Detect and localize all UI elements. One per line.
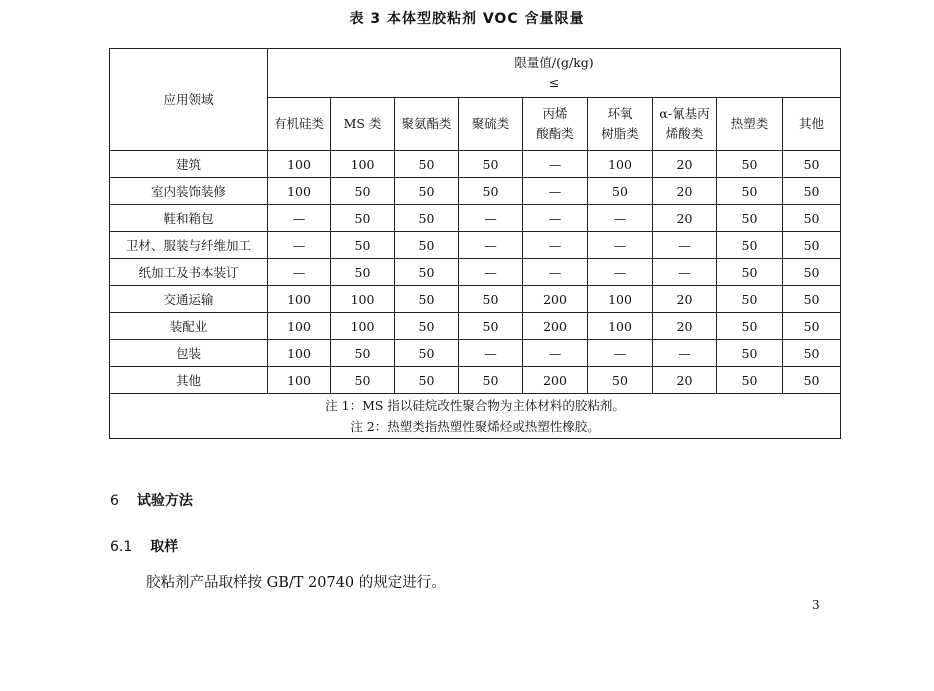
table-cell: 50 — [395, 232, 459, 259]
column-header: 有机硅类 — [268, 98, 331, 151]
table-cell: 50 — [395, 259, 459, 286]
table-cell: — — [523, 205, 588, 232]
table-cell: 20 — [653, 313, 717, 340]
table-cell: — — [268, 232, 331, 259]
table-cell: — — [523, 232, 588, 259]
table-row — [110, 313, 841, 340]
table-cell: 50 — [459, 367, 523, 394]
table-row — [110, 205, 841, 232]
note-2: 注 2：热塑类指热塑性聚烯烃或热塑性橡胶。 — [350, 419, 600, 434]
table-cell: 100 — [268, 178, 331, 205]
table-cell: 50 — [783, 367, 841, 394]
table-cell: 50 — [783, 340, 841, 367]
table-cell: 100 — [268, 313, 331, 340]
table-cell: — — [653, 232, 717, 259]
row-field: 室内装饰装修 — [110, 178, 268, 205]
table-cell: 200 — [523, 313, 588, 340]
limit-header-label: 限量值/(g/kg) — [514, 55, 594, 70]
voc-limit-table — [109, 48, 841, 439]
section-6-1-number: 6.1 — [110, 539, 133, 555]
table-row — [110, 367, 841, 394]
row-field: 鞋和箱包 — [110, 205, 268, 232]
table-row — [110, 232, 841, 259]
table-cell: — — [523, 259, 588, 286]
table-cell: 100 — [588, 286, 653, 313]
table-cell: 50 — [331, 205, 395, 232]
row-field: 包装 — [110, 340, 268, 367]
row-field: 纸加工及书本装订 — [110, 259, 268, 286]
table-cell: 50 — [783, 232, 841, 259]
section-6-1-title: 取样 — [150, 539, 179, 555]
sampling-paragraph: 胶粘剂产品取样按 GB/T 20740 的规定进行。 — [146, 575, 446, 591]
table-cell: — — [459, 259, 523, 286]
table-cell: 20 — [653, 367, 717, 394]
table-cell: 100 — [588, 313, 653, 340]
table-cell: 50 — [588, 367, 653, 394]
table-row — [110, 259, 841, 286]
limit-symbol: ≤ — [548, 75, 560, 90]
column-header: α-氰基丙 烯酸类 — [653, 98, 717, 151]
table-cell: 100 — [268, 151, 331, 178]
table-cell: 50 — [783, 151, 841, 178]
table-cell: 50 — [717, 313, 783, 340]
column-header: 聚氨酯类 — [395, 98, 459, 151]
table-cell: 50 — [783, 259, 841, 286]
row-field: 其他 — [110, 367, 268, 394]
table-cell: 100 — [268, 367, 331, 394]
table-cell: 50 — [395, 367, 459, 394]
table-cell: 100 — [331, 286, 395, 313]
section-6-title: 试验方法 — [136, 493, 193, 509]
table-cell: — — [459, 205, 523, 232]
column-header: MS 类 — [331, 98, 395, 151]
table-cell: — — [588, 340, 653, 367]
table-cell: 50 — [395, 151, 459, 178]
table-cell: 50 — [331, 367, 395, 394]
table-cell: 50 — [331, 232, 395, 259]
table-cell: 50 — [783, 205, 841, 232]
table-cell: — — [588, 232, 653, 259]
table-cell: 50 — [395, 205, 459, 232]
table-cell: — — [459, 232, 523, 259]
table-cell: — — [653, 340, 717, 367]
column-header: 热塑类 — [717, 98, 783, 151]
table-cell: 50 — [395, 313, 459, 340]
table-cell: — — [588, 205, 653, 232]
table-cell: 50 — [331, 340, 395, 367]
table-cell: 100 — [331, 151, 395, 178]
table-row — [110, 286, 841, 313]
column-header: 聚硫类 — [459, 98, 523, 151]
table-cell: 20 — [653, 286, 717, 313]
table-row — [110, 151, 841, 178]
table-cell: 50 — [717, 286, 783, 313]
column-header: 其他 — [783, 98, 841, 151]
row-field: 装配业 — [110, 313, 268, 340]
table-cell: 20 — [653, 151, 717, 178]
page-number: 3 — [812, 598, 820, 612]
table-cell: 20 — [653, 205, 717, 232]
table-cell: 100 — [588, 151, 653, 178]
table-cell: — — [653, 259, 717, 286]
table-cell: 200 — [523, 367, 588, 394]
table-cell: 200 — [523, 286, 588, 313]
table-cell: 50 — [717, 232, 783, 259]
table-cell: — — [523, 178, 588, 205]
table-cell: — — [459, 340, 523, 367]
table-cell: — — [523, 340, 588, 367]
column-header: 环氧 树脂类 — [588, 98, 653, 151]
table-cell: 50 — [459, 313, 523, 340]
section-6-heading — [110, 490, 193, 510]
table-cell: 50 — [717, 340, 783, 367]
table-row — [110, 340, 841, 367]
table-cell: 50 — [331, 259, 395, 286]
table-cell: 50 — [459, 178, 523, 205]
table-cell: 50 — [395, 178, 459, 205]
section-6-1-heading — [110, 536, 178, 556]
table-row — [110, 178, 841, 205]
table-cell: — — [268, 259, 331, 286]
table-cell: 50 — [459, 151, 523, 178]
section-6-number: 6 — [110, 493, 119, 509]
note-1: 注 1：MS 指以硅烷改性聚合物为主体材料的胶粘剂。 — [325, 398, 625, 413]
table-cell: — — [268, 205, 331, 232]
row-field: 建筑 — [110, 151, 268, 178]
table-cell: 50 — [395, 286, 459, 313]
table-cell: 100 — [268, 340, 331, 367]
table-body — [110, 151, 841, 394]
limit-header — [268, 49, 841, 98]
table-cell: 50 — [717, 367, 783, 394]
row-field: 交通运输 — [110, 286, 268, 313]
table-notes — [110, 394, 841, 439]
table-cell: — — [523, 151, 588, 178]
table-cell: 50 — [588, 178, 653, 205]
table-cell: 100 — [331, 313, 395, 340]
table-cell: 50 — [783, 178, 841, 205]
table-cell: 100 — [268, 286, 331, 313]
table-cell: — — [588, 259, 653, 286]
table-cell: 50 — [459, 286, 523, 313]
table-cell: 50 — [395, 340, 459, 367]
table-cell: 50 — [717, 205, 783, 232]
column-header: 丙烯 酸酯类 — [523, 98, 588, 151]
table-cell: 50 — [783, 286, 841, 313]
table-cell: 50 — [331, 178, 395, 205]
table-cell: 20 — [653, 178, 717, 205]
table-cell: 50 — [783, 313, 841, 340]
table-cell: 50 — [717, 178, 783, 205]
field-header: 应用领域 — [110, 49, 268, 151]
row-field: 卫材、服装与纤维加工 — [110, 232, 268, 259]
table-cell: 50 — [717, 259, 783, 286]
table-cell: 50 — [717, 151, 783, 178]
table-caption: 表 3 本体型胶粘剂 VOC 含量限量 — [349, 11, 585, 27]
